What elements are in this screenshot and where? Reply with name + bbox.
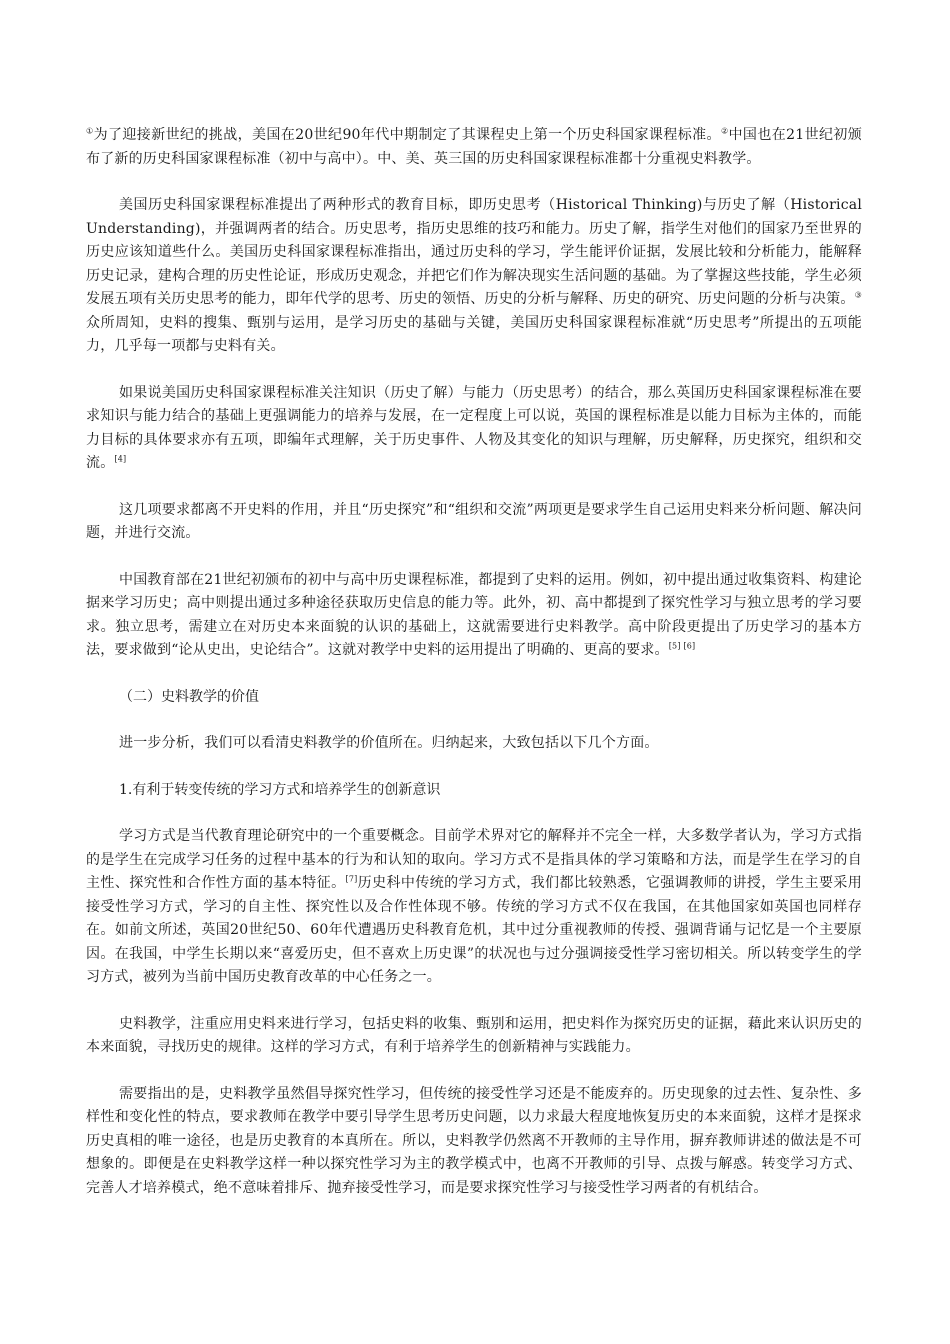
paragraph-5 [86, 569, 862, 663]
paragraph-1 [86, 124, 862, 171]
paragraph-text: 如果说美国历史科国家课程标准关注知识（历史了解）与能力（历史思考）的结合，那么英国历史科国家课程标准在要求知识与能力结合的基础上更强调能力的培养与发展，在一定程度上可以说，英国的课程标准是以能力目标为主体的，而能力目标的具体要求亦有五项，即编年式理解，关于历史事件、人物及其变化的知识与理解，历史解释，历史探究，组织和交流。 [86, 384, 862, 471]
subheading: 1.有利于转变传统的学习方式和培养学生的创新意识 [119, 781, 441, 798]
paragraph-text: 为了迎接新世纪的挑战，美国在20世纪90年代中期制定了其课程史上第一个历史科国家课程标准。 [93, 127, 721, 143]
paragraph-text: 需要指出的是，史料教学虽然倡导探究性学习，但传统的接受性学习还是不能废弃的。历史现象的过去性、复杂性、多样性和变化性的特点，要求教师在教学中要引导学生思考历史问题，以力求最大程度地恢复历史的本来面貌，这样才是探求历史真相的唯一途径，也是历史教育的本真所在。所以，史料教学仍然离不开教师的主导作用，摒弃教师讲述的做法是不可想象的。即便是在史料教学这样一种以探究性学习为主的教学模式中，也离不开教师的引导、点拨与解惑。转变学习方式、完善人才培养模式，绝不意味着排斥、抛弃接受性学习，而是要求探究性学习与接受性学习两者的有机结合。 [86, 1085, 862, 1196]
footnote-marker: ② [720, 126, 729, 136]
paragraph-text: 中国也在21世纪初颁布了新的历史科国家课程标准（初中与高中）。中、美、英三国的历史科国家课程标准都十分重视史料教学。 [86, 127, 862, 167]
paragraph-text: 学习方式是当代教育理论研究中的一个重要概念。目前学术界对它的解释并不完全一样，大多数学者认为，学习方式指的是学生在完成学习任务的过程中基本的行为和认知的取向。学习方式不是指具体的学习策略和方法，而是学生在学习的自主性、探究性和合作性方面的基本特征。 [86, 828, 862, 891]
paragraph-text: 中国教育部在21世纪初颁布的初中与高中历史课程标准，都提到了史料的运用。例如，初中提出通过收集资料、构建论据来学习历史；高中则提出通过多种途径获取历史信息的能力等。此外，初、高中都提到了探究性学习与独立思考的学习要求。独立思考，需建立在对历史本来面貌的认识的基础上，这就需要进行史料教学。高中阶段更提出了历史学习的基本方法，要求做到“论从史出，史论结合”。这就对教学中史料的运用提出了明确的、更高的要求。 [86, 571, 862, 658]
footnote-marker: ① [86, 126, 94, 136]
paragraph-8 [86, 1083, 862, 1201]
paragraph-4 [86, 499, 862, 546]
intro-paragraph: 进一步分析，我们可以看清史料教学的价值所在。归纳起来，大致包括以下几个方面。 [119, 735, 659, 751]
citation-marker: [4] [114, 454, 127, 464]
section-heading: （二）史料教学的价值 [119, 688, 259, 705]
paragraph-2 [86, 194, 862, 359]
paragraph-6 [86, 825, 862, 990]
paragraph-text: 史料教学，注重应用史料来进行学习，包括史料的收集、甄别和运用，把史料作为探究历史的证据，藉此来认识历史的本来面貌，寻找历史的规律。这样的学习方式，有利于培养学生的创新精神与实践能力。 [86, 1015, 862, 1055]
paragraph-7 [86, 1013, 862, 1060]
paragraph-text: 众所周知，史料的搜集、甄别与运用，是学习历史的基础与关键，美国历史科国家课程标准就“历史思考”所提出的五项能力，几乎每一项都与史料有关。 [86, 314, 862, 354]
document-page [86, 124, 862, 1223]
paragraph-text: 美国历史科国家课程标准提出了两种形式的教育目标，即历史思考（Historical Thinking)与历史了解（Historical Understanding)，并强调两者的结合。历史思考，指历史思维的技巧和能力。历史了解，指学生对他们的国家乃至世界的历史应该知道些什么。美国历史科国家课程标准指出，通过历史科的学习，学生能评价证据，发展比较和分析能力，能解释历史记录，建构合理的历史性论证，形成历史观念，并把它们作为解决现实生活问题的基础。为了掌握这些技能，学生必须发展五项有关历史思考的能力，即年代学的思考、历史的领悟、历史的分析与解释、历史的研究、历史问题的分析与决策。 [86, 197, 862, 307]
paragraph-text: 历史科中传统的学习方式，我们都比较熟悉，它强调教师的讲授，学生主要采用接受性学习方式，学习的自主性、探究性以及合作性体现不够。传统的学习方式不仅在我国，在其他国家如英国也同样存在。如前文所述，英国20世纪50、60年代遭遇历史科教育危机，其中过分重视教师的传授、强调背诵与记忆是一个主要原因。在我国，中学生长期以来“喜爱历史，但不喜欢上历史课”的状况也与过分强调接受性学习密切相关。所以转变学生的学习方式，被列为当前中国历史教育改革的中心任务之一。 [86, 875, 862, 985]
paragraph-3 [86, 382, 862, 476]
footnote-marker: ③ [854, 290, 862, 300]
citation-marker: [5] [6] [668, 641, 696, 651]
paragraph-text: 这几项要求都离不开史料的作用，并且“历史探究”和“组织和交流”两项更是要求学生自己运用史料来分析问题、解决问题，并进行交流。 [86, 501, 862, 541]
citation-marker: [7] [345, 874, 358, 884]
